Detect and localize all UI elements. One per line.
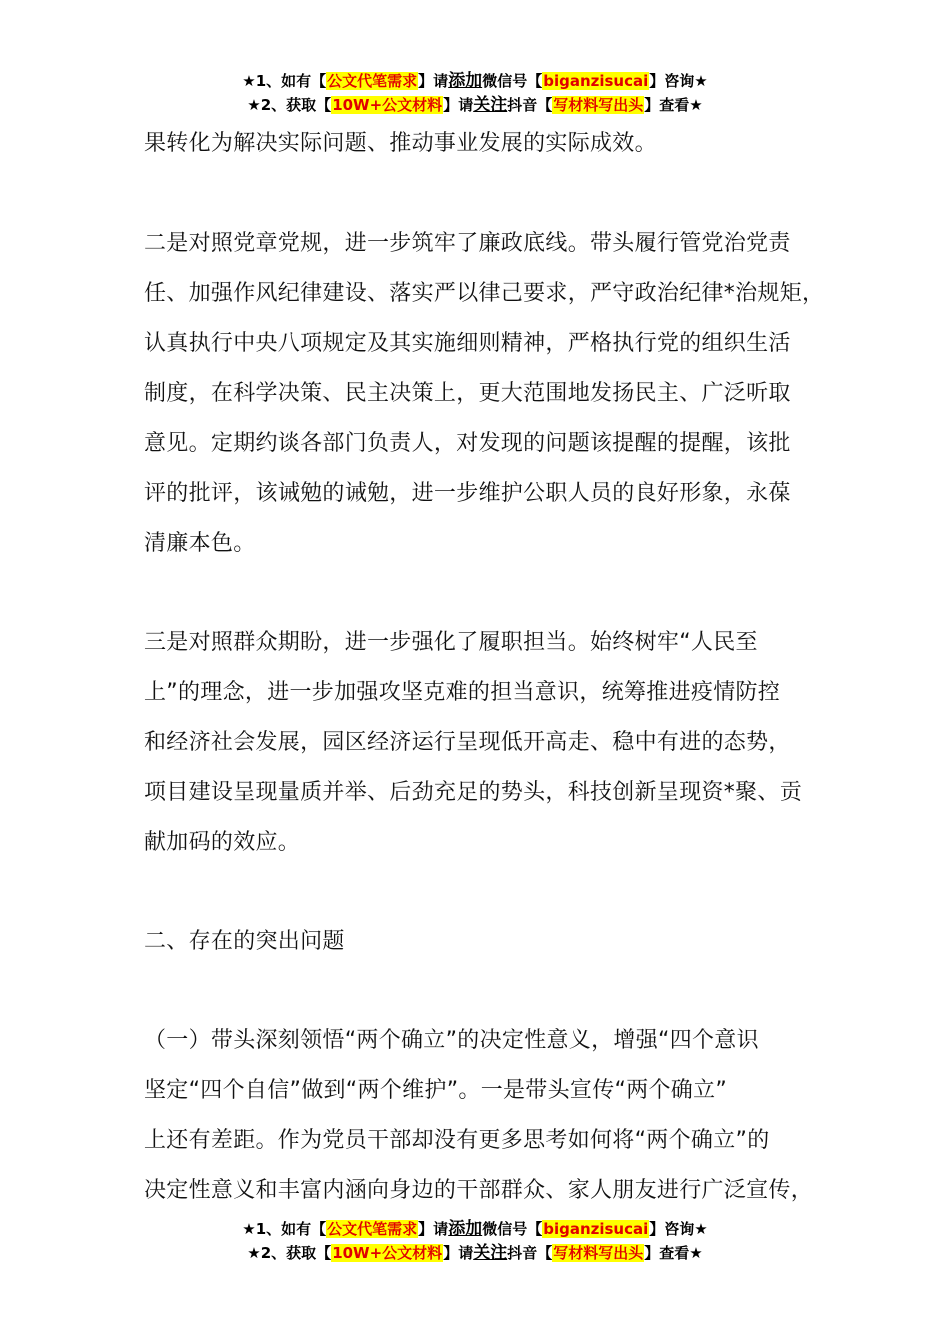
promo-highlight-douyin: 写材料写出头: [553, 1244, 644, 1262]
text-line: 上还有差距。作为党员干部却没有更多思考如何将“两个确立”的: [144, 1128, 770, 1153]
promo-text: 抖音【: [507, 96, 553, 114]
section-heading-text: 二、存在的突出问题: [144, 929, 345, 954]
promo-text: 】查看★: [644, 1244, 703, 1262]
text-line: 意见。定期约谈各部门负责人，对发现的问题该提醒的提醒，该批: [144, 431, 791, 456]
promo-underlined-add: 添加: [448, 1219, 483, 1239]
promo-highlight-douyin: 写材料写出头: [553, 96, 644, 114]
text-line: 制度，在科学决策、民主决策上，更大范围地发扬民主、广泛听取: [144, 381, 791, 406]
promo-highlight-service: 公文代笔需求: [327, 1220, 418, 1238]
text-line: 三是对照群众期盼，进一步强化了履职担当。始终树牢“人民至: [144, 630, 758, 655]
section-heading: [144, 917, 834, 967]
text-line: 坚定“四个自信”做到“两个维护”。一是带头宣传“两个确立”: [144, 1078, 728, 1103]
text-line: （一）带头深刻领悟“两个确立”的决定性意义，增强“四个意识: [144, 1028, 759, 1053]
promo-text: ★2、获取【: [247, 1244, 332, 1262]
paragraph-fragment: [144, 119, 834, 169]
promo-text: 】请: [418, 1220, 449, 1238]
text-line: 清廉本色。: [144, 531, 256, 556]
promo-text: 】查看★: [644, 96, 703, 114]
promo-text: ★1、如有【: [242, 72, 327, 90]
promo-underlined-add: 添加: [448, 71, 483, 91]
text-line: 认真执行中央八项规定及其实施细则精神，严格执行党的组织生活: [144, 331, 791, 356]
promo-highlight-wechat: biganzisucai: [543, 72, 649, 90]
promo-line-1: [0, 69, 950, 93]
promo-highlight-materials: 10W+公文材料: [332, 96, 443, 114]
promo-text: 微信号【: [482, 72, 543, 90]
text-line: 二是对照党章党规，进一步筑牢了廉政底线。带头履行管党治党责: [144, 231, 791, 256]
promo-underlined-follow: 关注: [473, 1243, 508, 1263]
paragraph-party-rules: [144, 219, 834, 569]
promo-text: 】咨询★: [649, 72, 708, 90]
promo-text: 】咨询★: [649, 1220, 708, 1238]
promo-text: ★2、获取【: [247, 96, 332, 114]
paragraph-public-expectations: [144, 618, 834, 868]
text-line: 和经济社会发展，园区经济运行呈现低开高走、稳中有进的态势，: [144, 730, 791, 755]
promo-text: 微信号【: [482, 1220, 543, 1238]
text-line: 评的批评，该诫勉的诫勉，进一步维护公职人员的良好形象，永葆: [144, 481, 791, 506]
promo-highlight-service: 公文代笔需求: [327, 72, 418, 90]
promo-highlight-wechat: biganzisucai: [543, 1220, 649, 1238]
header-promo-banner: [0, 69, 950, 117]
paragraph-two-establishments: [144, 1016, 834, 1216]
text-line: 任、加强作风纪律建设、落实严以律己要求，严守政治纪律*治规矩，: [144, 281, 825, 306]
promo-text: 】请: [443, 1244, 474, 1262]
text-line: 项目建设呈现量质并举、后劲充足的势头，科技创新呈现资*聚、贡: [144, 780, 803, 805]
footer-promo-banner: [0, 1217, 950, 1265]
text-line: 献加码的效应。: [144, 830, 301, 855]
promo-line-2: [0, 1241, 950, 1265]
promo-text: ★1、如有【: [242, 1220, 327, 1238]
text-line: 上”的理念，进一步加强攻坚克难的担当意识，统筹推进疫情防控: [144, 680, 781, 705]
promo-text: 抖音【: [507, 1244, 553, 1262]
promo-text: 】请: [443, 96, 474, 114]
promo-line-1: [0, 1217, 950, 1241]
promo-underlined-follow: 关注: [473, 95, 508, 115]
promo-text: 】请: [418, 72, 449, 90]
text-line: 果转化为解决实际问题、推动事业发展的实际成效。: [144, 131, 657, 156]
promo-highlight-materials: 10W+公文材料: [332, 1244, 443, 1262]
text-line: 决定性意义和丰富内涵向身边的干部群众、家人朋友进行广泛宣传，: [144, 1178, 814, 1203]
promo-line-2: [0, 93, 950, 117]
